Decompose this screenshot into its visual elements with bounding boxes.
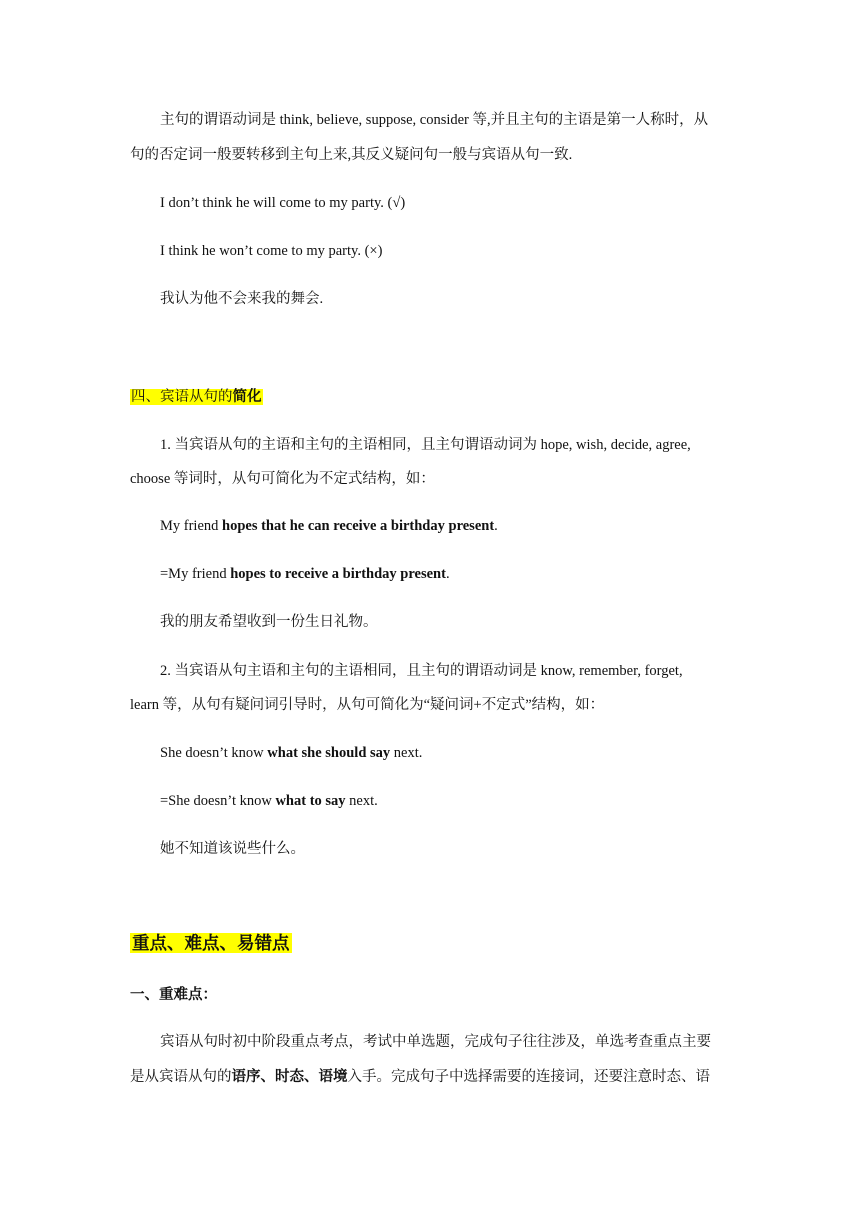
item2-line1: 2. 当宾语从句主语和主句的主语相同，且主句的谓语动词是 know, remember, forget, xyxy=(160,663,683,679)
example-sentence-correct: I don’t think he will come to my party. (√) xyxy=(160,195,406,211)
example-text: next. xyxy=(345,793,378,809)
example-sentence-wrong: I think he won’t come to my party. (×) xyxy=(160,243,383,259)
example-text: She doesn’t know xyxy=(160,745,268,761)
subsection-heading-1: 一、重难点： xyxy=(130,987,217,1003)
example-bold-text: hopes to receive a birthday present xyxy=(230,566,446,582)
key-points-heading xyxy=(130,928,734,962)
item1-translation: 我的朋友希望收到一份生日礼物。 xyxy=(160,614,378,630)
example-text: =My friend xyxy=(160,566,231,582)
item1-example-a xyxy=(130,509,734,543)
item2-line2: learn 等，从句有疑问词引导时，从句可简化为“疑问词+不定式”结构，如： xyxy=(130,697,605,713)
section-heading-text: 四、宾语从句的 xyxy=(131,389,233,405)
key-points-heading-text: 重点、难点、易错点 xyxy=(132,933,290,953)
item1-line2: choose 等词时，从句可简化为不定式结构，如： xyxy=(130,471,435,487)
example-text: =She doesn’t know xyxy=(160,793,276,809)
example-bold-text: hopes that he can receive a birthday present xyxy=(222,518,495,534)
item2-translation: 她不知道该说些什么。 xyxy=(160,841,305,857)
item1-example-b xyxy=(130,557,734,591)
paragraph-text: 是从宾语从句的 xyxy=(130,1069,232,1085)
section-heading-4 xyxy=(130,380,734,414)
example-text: next. xyxy=(390,745,423,761)
example-text: . xyxy=(494,518,498,534)
paragraph-bold-text: 语序、时态、语境 xyxy=(231,1069,348,1085)
example-bold-text: what she should say xyxy=(267,745,391,761)
paragraph-line: 宾语从句时初中阶段重点考点，考试中单选题，完成句子往往涉及，单选考查重点主要 xyxy=(160,1034,711,1050)
example-text: My friend xyxy=(160,518,223,534)
item2-example-b xyxy=(130,784,734,818)
section-heading-bold-text: 简化 xyxy=(232,389,262,405)
example-text: . xyxy=(445,566,450,582)
paragraph-line xyxy=(130,1060,734,1094)
example-translation: 我认为他不会来我的舞会. xyxy=(160,291,324,307)
item2-example-a xyxy=(130,736,734,770)
paragraph-text: 入手。完成句子中选择需要的连接词，还要注意时态、语 xyxy=(347,1069,710,1085)
item1-line1: 1. 当宾语从句的主语和主句的主语相同，且主句谓语动词为 hope, wish, decide, agree, xyxy=(160,437,691,453)
section-heading-highlight xyxy=(130,389,263,405)
example-bold-text: what to say xyxy=(275,793,346,809)
paragraph-line: 主句的谓语动词是 think, believe, suppose, consider 等,并且主句的主语是第一人称时，从 xyxy=(160,112,709,128)
paragraph-line: 句的否定词一般要转移到主句上来,其反义疑问句一般与宾语从句一致. xyxy=(130,147,573,163)
